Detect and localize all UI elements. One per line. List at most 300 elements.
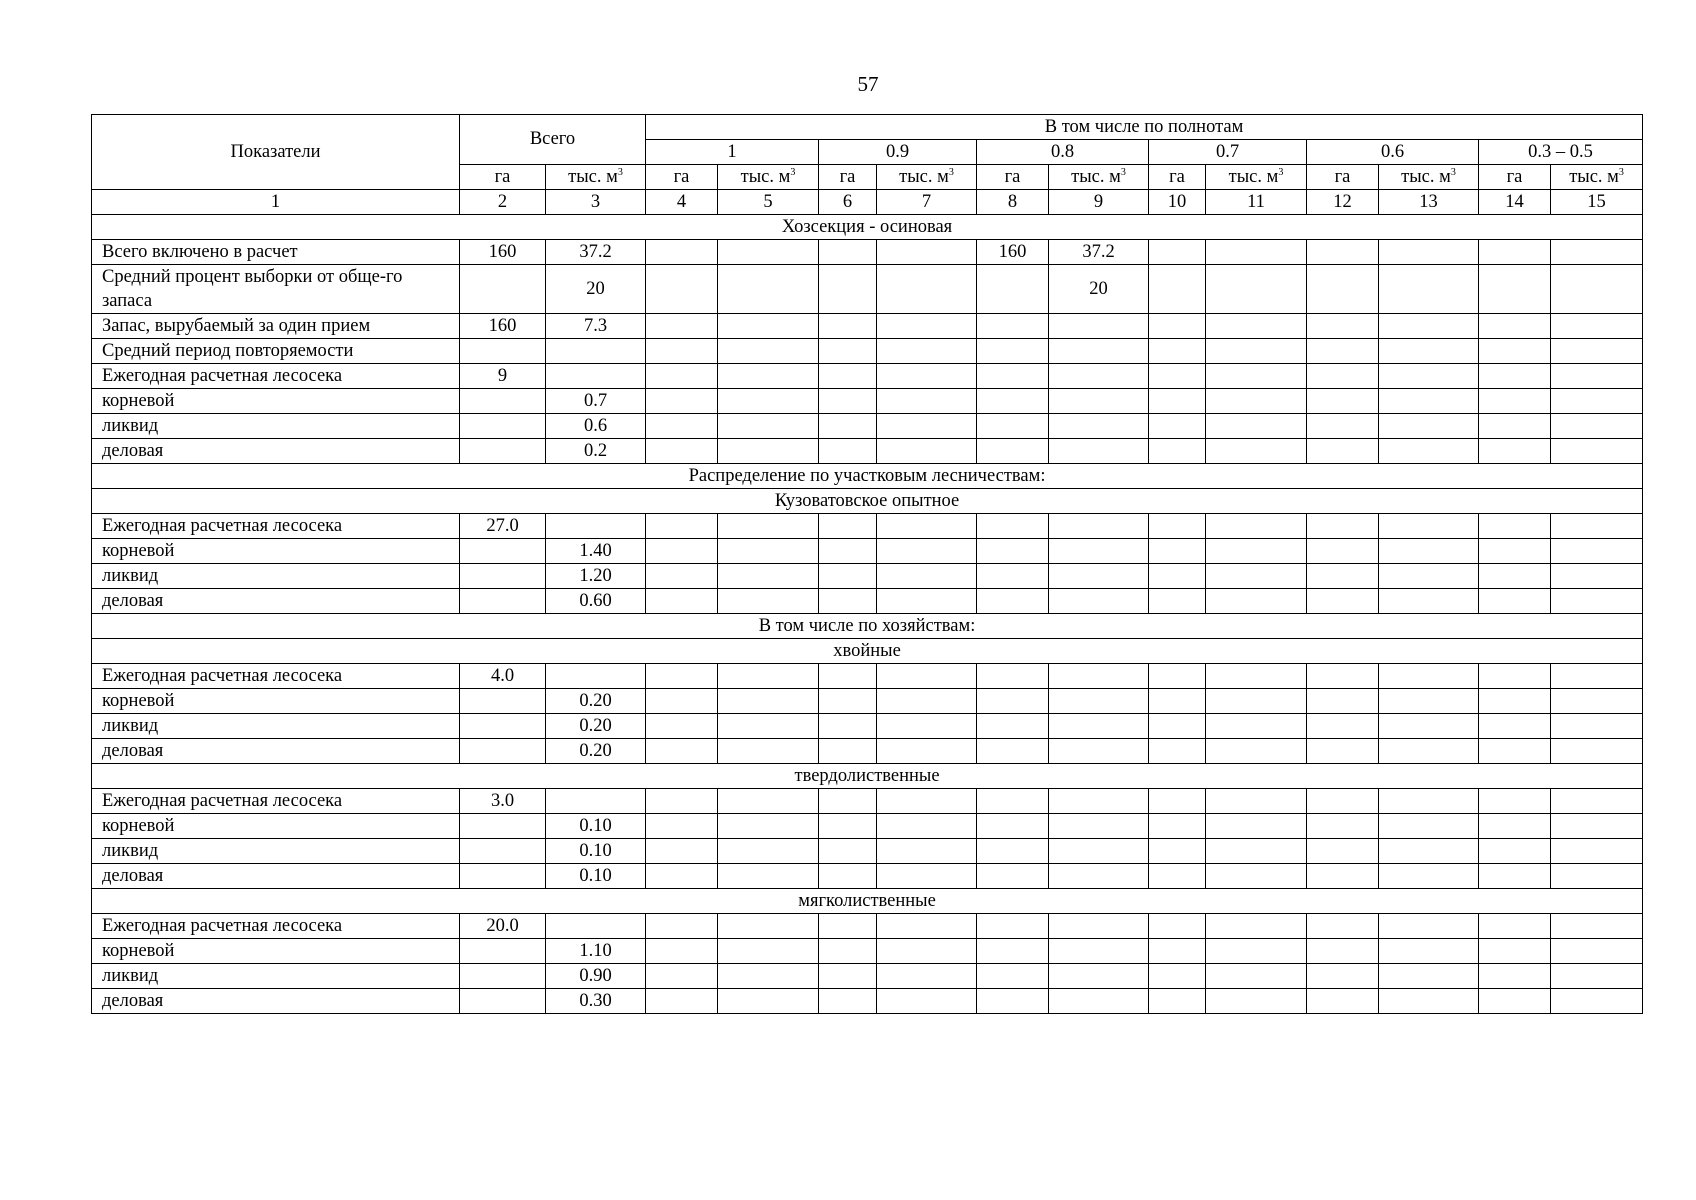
table-cell: [1049, 689, 1149, 714]
table-cell: [1307, 539, 1379, 564]
row-label: Ежегодная расчетная лесосека: [92, 789, 460, 814]
table-row: [92, 265, 1643, 314]
row-label: корневой: [92, 689, 460, 714]
table-cell: [1479, 514, 1551, 539]
table-cell: [1149, 789, 1206, 814]
table-row: [92, 939, 1643, 964]
table-cell: [1479, 339, 1551, 364]
table-cell: [646, 689, 718, 714]
table-cell: [1149, 739, 1206, 764]
table-cell: [1206, 339, 1307, 364]
table-cell: [1307, 339, 1379, 364]
table-cell: [646, 989, 718, 1014]
table-cell: [718, 714, 819, 739]
table-cell: 0.6: [546, 414, 646, 439]
unit-volume-superscript: 3: [1450, 166, 1456, 178]
table-cell: [460, 964, 546, 989]
table-cell: [819, 265, 877, 314]
table-row: [92, 240, 1643, 265]
density-group-header: 0.3 – 0.5: [1479, 140, 1643, 165]
table-cell: [1049, 564, 1149, 589]
table-cell: [1206, 314, 1307, 339]
table-row: [92, 539, 1643, 564]
table-cell: [1206, 414, 1307, 439]
table-cell: [1307, 839, 1379, 864]
table-cell: [1307, 989, 1379, 1014]
table-cell: [718, 339, 819, 364]
table-cell: [1206, 514, 1307, 539]
table-cell: [819, 414, 877, 439]
table-row: [92, 989, 1643, 1014]
table-cell: [1551, 689, 1643, 714]
table-cell: [1206, 539, 1307, 564]
table-cell: [1551, 789, 1643, 814]
table-cell: [1049, 514, 1149, 539]
table-cell: [1307, 439, 1379, 464]
table-cell: [1379, 989, 1479, 1014]
table-cell: 1.10: [546, 939, 646, 964]
table-cell: [1149, 714, 1206, 739]
table-cell: [1149, 589, 1206, 614]
table-cell: [1479, 939, 1551, 964]
table-cell: [646, 939, 718, 964]
table-cell: [1551, 964, 1643, 989]
table-cell: [977, 414, 1049, 439]
unit-ha-header: га: [977, 165, 1049, 190]
table-cell: 20.0: [460, 914, 546, 939]
table-cell: [877, 664, 977, 689]
section-row: [92, 639, 1643, 664]
column-number: 15: [1551, 190, 1643, 215]
table-cell: [1149, 389, 1206, 414]
table-cell: [718, 664, 819, 689]
table-cell: [460, 539, 546, 564]
table-cell: [977, 389, 1049, 414]
section-title: В том числе по хозяйствам:: [92, 614, 1643, 639]
table-cell: [1479, 240, 1551, 265]
table-cell: [877, 989, 977, 1014]
table-cell: [977, 939, 1049, 964]
table-cell: [718, 839, 819, 864]
column-number: 1: [92, 190, 460, 215]
table-cell: [977, 689, 1049, 714]
table-cell: [1551, 864, 1643, 889]
table-cell: [460, 389, 546, 414]
density-group-header: 0.7: [1149, 140, 1307, 165]
table-cell: [877, 914, 977, 939]
table-cell: [1379, 964, 1479, 989]
table-cell: [977, 339, 1049, 364]
table-row: [92, 739, 1643, 764]
unit-ha-header: га: [646, 165, 718, 190]
unit-volume-header: [718, 165, 819, 190]
section-title: Кузоватовское опытное: [92, 489, 1643, 514]
table-cell: [460, 814, 546, 839]
table-cell: [1479, 589, 1551, 614]
table-cell: [819, 914, 877, 939]
table-cell: [1149, 864, 1206, 889]
table-cell: 0.10: [546, 839, 646, 864]
table-cell: [877, 689, 977, 714]
column-number: 2: [460, 190, 546, 215]
table-cell: [718, 314, 819, 339]
table-cell: [877, 265, 977, 314]
table-cell: [1206, 864, 1307, 889]
table-cell: [1479, 989, 1551, 1014]
table-cell: [1551, 314, 1643, 339]
unit-volume-superscript: 3: [1120, 166, 1126, 178]
table-cell: [1379, 364, 1479, 389]
table-cell: [718, 514, 819, 539]
table-cell: [1479, 864, 1551, 889]
table-cell: [718, 789, 819, 814]
table-cell: [1307, 864, 1379, 889]
table-cell: 160: [460, 240, 546, 265]
table-cell: 160: [460, 314, 546, 339]
row-label: Ежегодная расчетная лесосека: [92, 914, 460, 939]
table-cell: [1551, 839, 1643, 864]
table-cell: 4.0: [460, 664, 546, 689]
row-label: ликвид: [92, 414, 460, 439]
table-cell: [718, 389, 819, 414]
table-cell: 160: [977, 240, 1049, 265]
table-cell: [1379, 914, 1479, 939]
table-cell: [877, 964, 977, 989]
table-cell: [1049, 839, 1149, 864]
unit-volume-superscript: 3: [617, 166, 623, 178]
table-cell: [460, 739, 546, 764]
table-cell: [1551, 664, 1643, 689]
row-label: Ежегодная расчетная лесосека: [92, 364, 460, 389]
table-cell: [546, 339, 646, 364]
table-cell: [718, 864, 819, 889]
table-cell: [1049, 714, 1149, 739]
table-cell: [1149, 839, 1206, 864]
table-cell: [877, 339, 977, 364]
table-cell: [646, 314, 718, 339]
table-row: [92, 864, 1643, 889]
table-cell: [1551, 514, 1643, 539]
table-cell: [718, 364, 819, 389]
table-cell: [1379, 689, 1479, 714]
table-cell: [1149, 314, 1206, 339]
table-row: [92, 789, 1643, 814]
table-cell: [546, 789, 646, 814]
row-label: деловая: [92, 864, 460, 889]
unit-volume-text: тыс. м: [1401, 166, 1451, 187]
table-cell: [1206, 789, 1307, 814]
table-cell: 9: [460, 364, 546, 389]
table-cell: [1049, 664, 1149, 689]
column-number: 4: [646, 190, 718, 215]
table-cell: [819, 814, 877, 839]
table-cell: [1551, 439, 1643, 464]
unit-ha-header: га: [1149, 165, 1206, 190]
table-cell: [1479, 439, 1551, 464]
table-cell: [1307, 364, 1379, 389]
table-cell: [646, 714, 718, 739]
table-cell: [819, 514, 877, 539]
table-cell: [460, 689, 546, 714]
table-row: [92, 664, 1643, 689]
table-cell: [977, 265, 1049, 314]
table-cell: [1206, 739, 1307, 764]
table-cell: [1307, 664, 1379, 689]
section-title: Хозсекция - осиновая: [92, 215, 1643, 240]
table-cell: [1049, 414, 1149, 439]
table-cell: [718, 564, 819, 589]
table-cell: 0.20: [546, 714, 646, 739]
table-cell: [877, 939, 977, 964]
table-cell: [819, 989, 877, 1014]
table-cell: [1551, 914, 1643, 939]
table-cell: [1307, 564, 1379, 589]
table-cell: [1149, 439, 1206, 464]
section-row: [92, 464, 1643, 489]
table-cell: [1479, 564, 1551, 589]
table-cell: [877, 789, 977, 814]
table-cell: [1551, 989, 1643, 1014]
table-cell: [646, 539, 718, 564]
table-cell: [977, 664, 1049, 689]
section-row: [92, 889, 1643, 914]
table-cell: [718, 439, 819, 464]
table-cell: [1049, 389, 1149, 414]
table-cell: [1206, 664, 1307, 689]
table-cell: [460, 714, 546, 739]
table-cell: [1149, 664, 1206, 689]
table-cell: 0.60: [546, 589, 646, 614]
row-label: Всего включено в расчет: [92, 240, 460, 265]
table-cell: [1551, 265, 1643, 314]
table-cell: [819, 664, 877, 689]
column-number: 9: [1049, 190, 1149, 215]
table-cell: [1379, 814, 1479, 839]
table-cell: [1379, 414, 1479, 439]
table-cell: [1479, 814, 1551, 839]
unit-ha-header: га: [460, 165, 546, 190]
row-label: ликвид: [92, 564, 460, 589]
density-group-header: 0.6: [1307, 140, 1479, 165]
table-cell: [1307, 314, 1379, 339]
table-cell: [1206, 689, 1307, 714]
table-cell: [1049, 989, 1149, 1014]
column-number: 7: [877, 190, 977, 215]
table-cell: [819, 789, 877, 814]
section-title: твердолиственные: [92, 764, 1643, 789]
unit-volume-header: [546, 165, 646, 190]
table-cell: [1049, 539, 1149, 564]
table-cell: [1479, 914, 1551, 939]
table-cell: [646, 914, 718, 939]
table-cell: [1379, 339, 1479, 364]
column-number: 10: [1149, 190, 1206, 215]
table-cell: [977, 539, 1049, 564]
table-cell: [1206, 265, 1307, 314]
table-cell: [1379, 864, 1479, 889]
table-cell: [1479, 964, 1551, 989]
column-number: 13: [1379, 190, 1479, 215]
table-cell: [1206, 240, 1307, 265]
table-cell: [877, 240, 977, 265]
table-cell: [1479, 389, 1551, 414]
table-cell: [546, 664, 646, 689]
table-row: [92, 689, 1643, 714]
table-cell: [877, 439, 977, 464]
row-label: корневой: [92, 539, 460, 564]
table-cell: [1551, 564, 1643, 589]
table-cell: [977, 739, 1049, 764]
table-cell: [1379, 439, 1479, 464]
table-cell: [546, 914, 646, 939]
table-cell: [646, 964, 718, 989]
table-cell: [1379, 789, 1479, 814]
table-cell: [646, 589, 718, 614]
column-number: 5: [718, 190, 819, 215]
table-body: [92, 215, 1643, 1014]
table-cell: [1551, 589, 1643, 614]
unit-volume-superscript: 3: [1278, 166, 1284, 178]
table-cell: [977, 439, 1049, 464]
table-cell: [819, 589, 877, 614]
table-cell: [1551, 389, 1643, 414]
unit-volume-header: [1049, 165, 1149, 190]
unit-volume-superscript: 3: [948, 166, 954, 178]
table-cell: [877, 864, 977, 889]
table-cell: [1479, 839, 1551, 864]
table-cell: [877, 364, 977, 389]
table-cell: [1149, 989, 1206, 1014]
table-cell: [819, 389, 877, 414]
row-label: деловая: [92, 589, 460, 614]
table-cell: [819, 439, 877, 464]
unit-volume-header: [1551, 165, 1643, 190]
unit-ha-header: га: [1307, 165, 1379, 190]
row-label: Ежегодная расчетная лесосека: [92, 664, 460, 689]
table-cell: 37.2: [1049, 240, 1149, 265]
table-cell: [1307, 414, 1379, 439]
table-row: [92, 839, 1643, 864]
table-cell: [977, 914, 1049, 939]
table-cell: [819, 539, 877, 564]
table-cell: [1049, 364, 1149, 389]
table-cell: [1149, 364, 1206, 389]
row-label: корневой: [92, 389, 460, 414]
table-cell: [646, 414, 718, 439]
table-cell: 0.10: [546, 864, 646, 889]
table-cell: [877, 539, 977, 564]
table-cell: [1206, 714, 1307, 739]
table-cell: [646, 240, 718, 265]
section-row: [92, 215, 1643, 240]
table-cell: [1379, 664, 1479, 689]
table-cell: [1307, 939, 1379, 964]
table-cell: [819, 964, 877, 989]
table-cell: [1551, 240, 1643, 265]
cutting-area-table: [91, 114, 1643, 1014]
row-label: ликвид: [92, 714, 460, 739]
table-row: [92, 964, 1643, 989]
unit-volume-text: тыс. м: [1071, 166, 1121, 187]
table-cell: [718, 739, 819, 764]
table-cell: [977, 514, 1049, 539]
table-cell: [1307, 265, 1379, 314]
table-cell: [819, 240, 877, 265]
table-cell: [877, 389, 977, 414]
table-cell: [1479, 689, 1551, 714]
table-cell: [460, 265, 546, 314]
table-cell: [718, 689, 819, 714]
table-cell: [460, 564, 546, 589]
table-cell: [877, 414, 977, 439]
table-cell: [819, 689, 877, 714]
table-cell: 0.90: [546, 964, 646, 989]
table-cell: [1049, 939, 1149, 964]
table-cell: 7.3: [546, 314, 646, 339]
table-cell: [1049, 439, 1149, 464]
row-label: Запас, вырубаемый за один прием: [92, 314, 460, 339]
column-number: 8: [977, 190, 1049, 215]
table-cell: [646, 739, 718, 764]
table-cell: 37.2: [546, 240, 646, 265]
table-cell: [877, 839, 977, 864]
table-cell: 0.10: [546, 814, 646, 839]
table-cell: [977, 814, 1049, 839]
table-cell: [1206, 839, 1307, 864]
table-cell: [1379, 514, 1479, 539]
unit-volume-superscript: 3: [1618, 166, 1624, 178]
table-cell: [1049, 314, 1149, 339]
table-cell: [1551, 939, 1643, 964]
table-cell: 3.0: [460, 789, 546, 814]
table-cell: [1307, 689, 1379, 714]
table-cell: [1149, 814, 1206, 839]
table-cell: [718, 240, 819, 265]
table-cell: [718, 939, 819, 964]
table-row: [92, 339, 1643, 364]
table-cell: [1379, 539, 1479, 564]
table-cell: [646, 864, 718, 889]
table-cell: [1206, 364, 1307, 389]
section-row: [92, 489, 1643, 514]
table-cell: [1551, 364, 1643, 389]
table-cell: [819, 364, 877, 389]
table-row: [92, 389, 1643, 414]
table-cell: [1149, 265, 1206, 314]
table-cell: [819, 564, 877, 589]
table-cell: [1479, 539, 1551, 564]
table-cell: [1551, 814, 1643, 839]
table-cell: [1206, 939, 1307, 964]
table-cell: [1379, 314, 1479, 339]
table-cell: [1379, 939, 1479, 964]
table-cell: [646, 839, 718, 864]
density-group-header: 0.9: [819, 140, 977, 165]
unit-volume-header: [1206, 165, 1307, 190]
table-cell: [718, 989, 819, 1014]
table-cell: [1307, 789, 1379, 814]
indicators-header: Показатели: [92, 115, 460, 190]
table-cell: [819, 939, 877, 964]
table-cell: [646, 339, 718, 364]
table-cell: [1479, 789, 1551, 814]
unit-volume-header: [1379, 165, 1479, 190]
table-cell: 0.7: [546, 389, 646, 414]
table-cell: [977, 564, 1049, 589]
row-label: корневой: [92, 939, 460, 964]
table-cell: [646, 789, 718, 814]
table-cell: [1206, 914, 1307, 939]
